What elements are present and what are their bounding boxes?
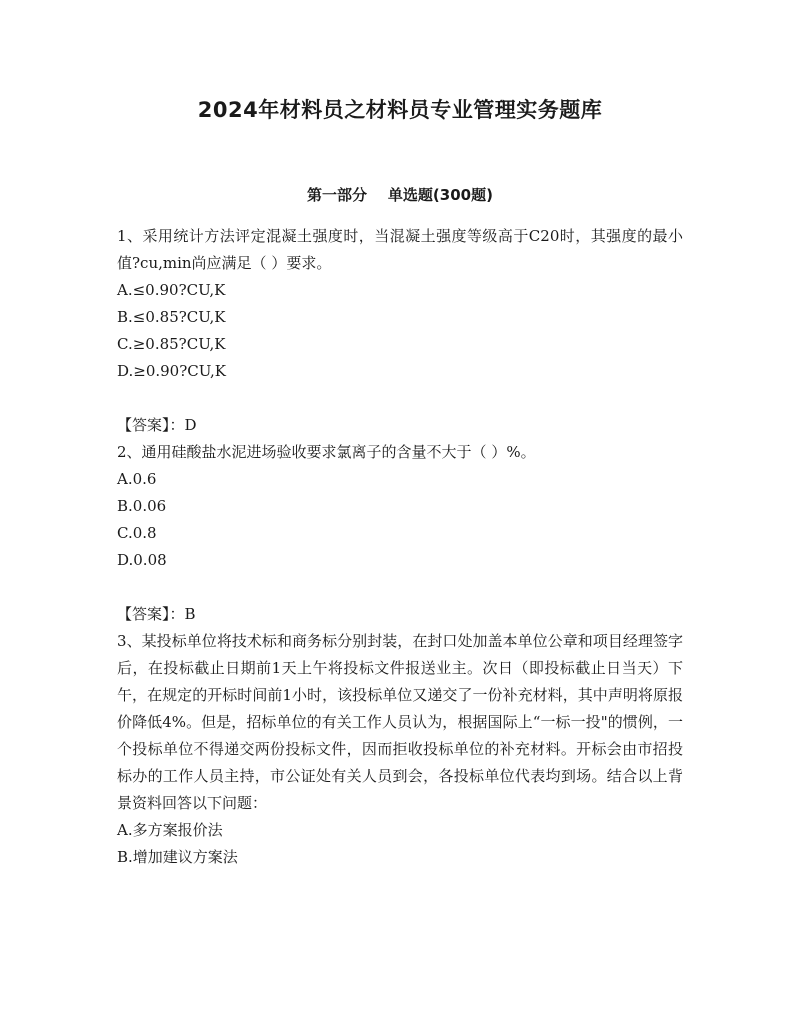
option-a: A.0.6 (117, 470, 157, 488)
question-list (117, 223, 683, 871)
option-d: D.≥0.90?CU,K (117, 362, 226, 380)
question-1 (117, 223, 683, 439)
option-a: A.多方案报价法 (117, 821, 223, 839)
option-a: A.≤0.90?CU,K (117, 281, 226, 299)
option-d: D.0.08 (117, 551, 167, 569)
option-c: C.≥0.85?CU,K (117, 335, 226, 353)
option-b: B.0.06 (117, 497, 167, 515)
option-c: C.0.8 (117, 524, 157, 542)
option-b: B.≤0.85?CU,K (117, 308, 226, 326)
question-3 (117, 628, 683, 871)
question-text: 2、通用硅酸盐水泥进场验收要求氯离子的含量不大于（ ）%。 (117, 443, 536, 461)
section-title: 第一部分 单选题(300题) (307, 186, 493, 204)
answer-line: 【答案】：B (117, 605, 196, 623)
question-2 (117, 439, 683, 628)
question-text: 3、某投标单位将技术标和商务标分别封装，在封口处加盖本单位公章和项目经理签字后，在投标截止日期前1天上午将投标文件报送业主。次日（即投标截止日当天）下午，在规定的开标时间前1小时，该投标单位又递交了一份补充材料，其中声明将原报价降低4%。但是，招标单位的有关工作人员认为，根据国际上“一标一投"的惯例，一个投标单位不得递交两份投标文件，因而拒收投标单位的补充材料。开标会由市招投标办的工作人员主持，市公证处有关人员到会，各投标单位代表均到场。结合以上背景资料回答以下问题： (117, 632, 683, 812)
document-title: 2024年材料员之材料员专业管理实务题库 (197, 98, 603, 122)
question-text: 1、采用统计方法评定混凝土强度时，当混凝土强度等级高于C20时，其强度的最小值?cu,min尚应满足（ ）要求。 (117, 227, 683, 272)
answer-line: 【答案】：D (117, 416, 197, 434)
option-b: B.增加建议方案法 (117, 848, 238, 866)
